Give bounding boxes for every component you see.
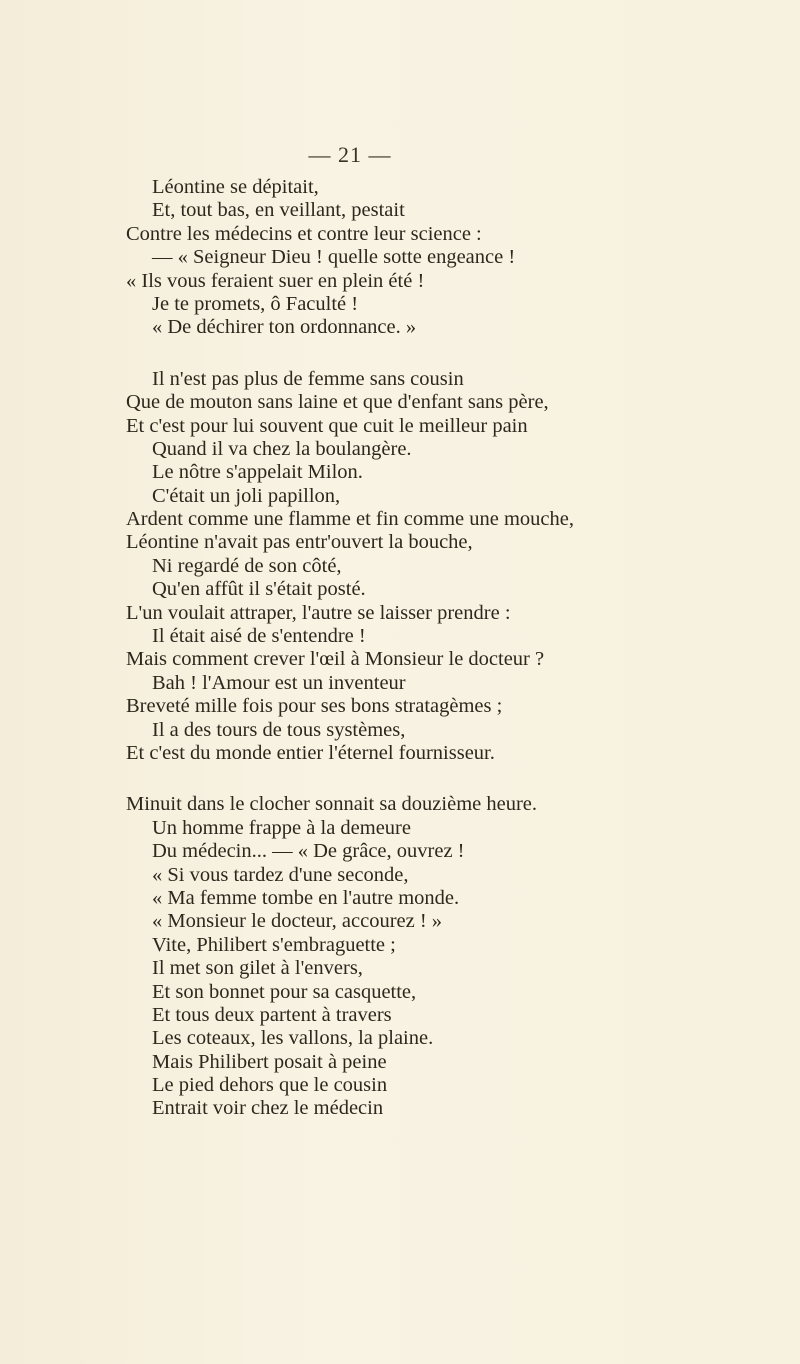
poem-line: Et son bonnet pour sa casquette,	[152, 980, 417, 1003]
poem-line: Minuit dans le clocher sonnait sa douzième heure.	[126, 793, 538, 816]
poem-line: Quand il va chez la boulangère.	[152, 437, 412, 460]
poem-line: « Monsieur le docteur, accourez ! »	[152, 910, 443, 933]
poem-body	[126, 176, 766, 1149]
stanza	[126, 793, 766, 1120]
poem-line: Et c'est du monde entier l'éternel fournisseur.	[126, 741, 495, 764]
poem-line: Et, tout bas, en veillant, pestait	[152, 199, 405, 222]
poem-line: Mais comment crever l'œil à Monsieur le docteur ?	[126, 648, 545, 671]
poem-line: Mais Philibert posait à peine	[152, 1050, 387, 1073]
poem-line: Que de mouton sans laine et que d'enfant sans père,	[126, 391, 549, 414]
poem-line: Les coteaux, les vallons, la plaine.	[152, 1027, 434, 1050]
poem-line: Il met son gilet à l'envers,	[152, 957, 363, 980]
poem-line: Et tous deux partent à travers	[152, 1003, 392, 1026]
poem-line: Ni regardé de son côté,	[152, 554, 342, 577]
poem-line: Bah ! l'Amour est un inventeur	[152, 671, 406, 694]
poem-line: L'un voulait attraper, l'autre se laisser prendre :	[126, 601, 511, 624]
poem-line: Léontine n'avait pas entr'ouvert la bouche,	[126, 531, 473, 554]
poem-line: Le pied dehors que le cousin	[152, 1074, 388, 1097]
poem-line: « Ma femme tombe en l'autre monde.	[152, 886, 460, 909]
poem-line: Il n'est pas plus de femme sans cousin	[152, 367, 464, 390]
poem-line: Contre les médecins et contre leur science :	[126, 222, 482, 245]
poem-line: Breveté mille fois pour ses bons stratagèmes ;	[126, 695, 503, 718]
poem-line: Qu'en affût il s'était posté.	[152, 578, 366, 601]
stanza	[126, 176, 766, 340]
poem-line: Le nôtre s'appelait Milon.	[152, 461, 363, 484]
page-number: — 21 —	[308, 142, 392, 167]
poem-line: C'était un joli papillon,	[152, 484, 341, 507]
poem-line: « Si vous tardez d'une seconde,	[152, 863, 409, 886]
poem-line: — « Seigneur Dieu ! quelle sotte engeance !	[152, 246, 516, 269]
poem-line: Et c'est pour lui souvent que cuit le meilleur pain	[126, 414, 528, 437]
poem-line: Un homme frappe à la demeure	[152, 816, 411, 839]
poem-line: Il était aisé de s'entendre !	[152, 625, 366, 648]
stanza	[126, 368, 766, 766]
poem-line: Du médecin... — « De grâce, ouvrez !	[152, 840, 465, 863]
poem-line: Vite, Philibert s'embraguette ;	[152, 933, 396, 956]
poem-line: « De déchirer ton ordonnance. »	[152, 316, 417, 339]
poem-line: Léontine se dépitait,	[152, 176, 319, 198]
poem-line: Il a des tours de tous systèmes,	[152, 718, 406, 741]
poem-line: Entrait voir chez le médecin	[152, 1097, 384, 1120]
poem-line: Ardent comme une flamme et fin comme une mouche,	[126, 508, 574, 531]
poem-line: « Ils vous feraient suer en plein été !	[126, 269, 425, 292]
poem-line: Je te promets, ô Faculté !	[152, 292, 359, 315]
